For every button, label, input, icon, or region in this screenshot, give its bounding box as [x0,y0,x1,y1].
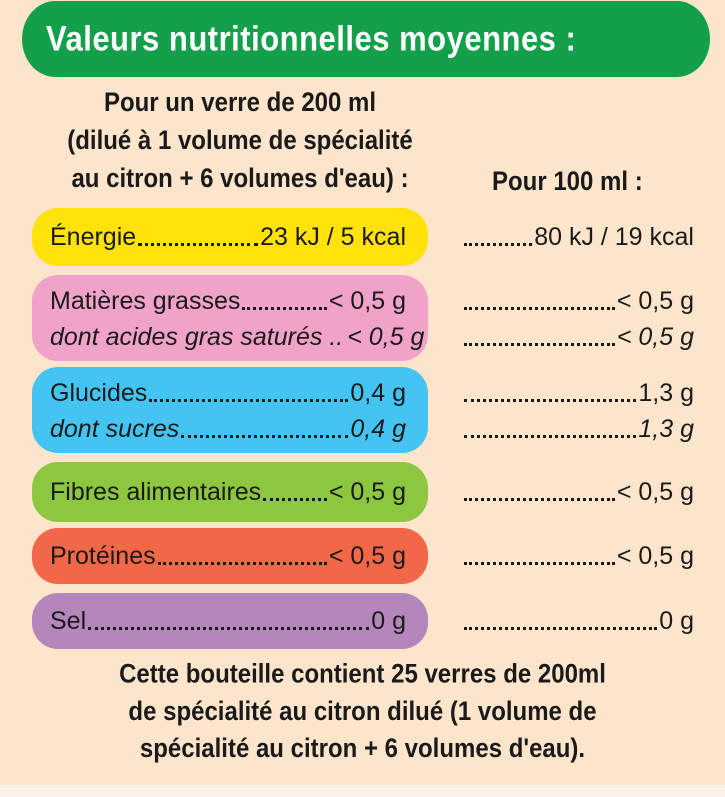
saturated-serving-value: < 0,5 g [347,323,425,351]
salt-row [32,593,428,649]
footer-line: Cette bouteille contient 25 verres de 200ml [119,659,606,689]
energy-per100-value: 80 kJ / 19 kcal [534,223,694,251]
fat-per100-value: < 0,5 g [616,287,694,315]
leader-dots [464,339,615,346]
carbohydrate-per100-value: 1,3 g [638,379,694,407]
leader-dots [149,395,348,402]
fat-row [32,275,428,361]
leader-dots [464,239,532,246]
sugars-serving-value: 0,4 g [350,415,406,443]
salt-label: Sel [50,607,87,635]
page-title: Valeurs nutritionnelles moyennes : [22,1,710,77]
protein-serving-value: < 0,5 g [328,542,406,570]
fibre-label: Fibres alimentaires [50,478,262,506]
fat-label: Matières grasses [50,287,241,315]
leader-dots [464,303,615,310]
sugars-per100-value: 1,3 g [638,415,694,443]
protein-per100-value: < 0,5 g [616,542,694,570]
protein-label: Protéines [50,542,156,570]
leader-dots [263,494,327,501]
bottle-servings-note [40,656,685,768]
leader-dots [158,558,327,565]
saturated-label: dont acides gras saturés .. [50,323,344,351]
footer-line: spécialité au citron + 6 volumes d'eau). [139,734,586,764]
carbohydrate-serving-value: 0,4 g [350,379,406,407]
fibre-per100-value: < 0,5 g [616,478,694,506]
serving-column-heading [40,84,440,198]
footer-line: de spécialité au citron dilué (1 volume de [128,696,597,727]
serving-heading-line: Pour un verre de 200 ml [103,87,377,118]
fibre-per100 [462,474,694,510]
saturated-per100-value: < 0,5 g [616,323,694,351]
protein-row [32,528,428,584]
salt-serving-value: 0 g [371,607,406,635]
leader-dots [181,431,348,438]
leader-dots [138,239,258,246]
leader-dots [464,494,615,501]
serving-heading-line: (dilué à 1 volume de spécialité [67,125,413,156]
salt-per100 [462,603,694,639]
energy-label: Énergie [50,223,137,251]
salt-per100-value: 0 g [659,607,694,635]
sugars-label: dont sucres [50,415,180,443]
leader-dots [464,395,636,402]
per-100ml-column-heading: Pour 100 ml : [492,166,643,197]
carbohydrate-per100 [462,375,694,447]
carbohydrate-row [32,367,428,453]
fat-serving-value: < 0,5 g [328,287,406,315]
leader-dots [242,303,326,310]
carbohydrate-label: Glucides [50,379,148,407]
energy-serving-value: 23 kJ / 5 kcal [260,223,406,251]
leader-dots [464,431,636,438]
protein-per100 [462,538,694,574]
label-bottom-edge [0,785,725,797]
leader-dots [464,558,615,565]
fat-per100 [462,283,694,355]
serving-heading-line: au citron + 6 volumes d'eau) : [71,163,409,194]
energy-row [32,208,428,266]
fibre-row [32,462,428,522]
leader-dots [464,623,657,630]
fibre-serving-value: < 0,5 g [328,478,406,506]
energy-per100 [462,219,694,255]
leader-dots [88,623,369,630]
